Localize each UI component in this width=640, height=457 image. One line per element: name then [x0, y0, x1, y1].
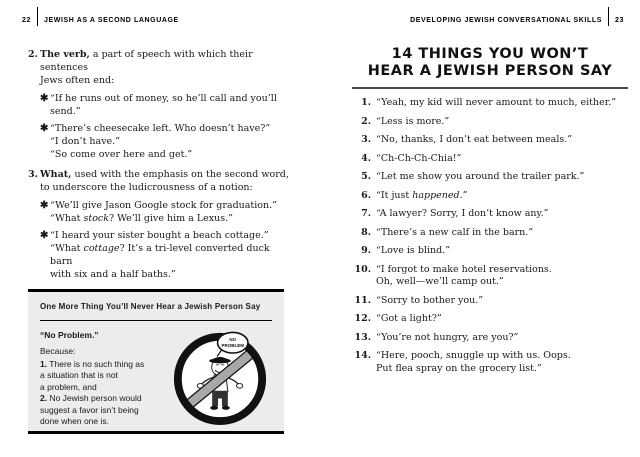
numbered-list: [352, 97, 628, 375]
example-text: [50, 229, 290, 281]
left-page: [28, 48, 290, 434]
item-line: to underscore the ludicrousness of a notion:: [40, 182, 253, 193]
item-text: [40, 48, 290, 87]
chapter-title: [352, 46, 628, 80]
item-lead-bold: What,: [40, 169, 72, 180]
list-item: 6. “It just happened.”: [361, 189, 468, 201]
example-line: with six and a half baths.”: [50, 269, 176, 280]
list-item: 9. “Love is blind.”: [361, 245, 451, 256]
list-item: 1. “Yeah, my kid will never amount to much, either.”: [361, 97, 617, 108]
example-line: “If he runs out of money, so he’ll call and you’ll send.”: [50, 92, 277, 117]
sidebar-box-text: [40, 328, 168, 428]
box-line: 2. No Jewish person would: [40, 393, 142, 403]
right-running-title: DEVELOPING JEWISH CONVERSATIONAL SKILLS: [410, 17, 602, 24]
example-bullet: [28, 199, 290, 225]
list-item: 13. “You’re not hungry, are you?”: [354, 331, 519, 343]
example-text: [50, 92, 290, 118]
numbered-item-3: [28, 168, 290, 194]
item-lead-bold: The verb,: [40, 49, 90, 60]
example-line: “What cottage? It’s a tri-level converted duck barn: [50, 243, 270, 267]
list-item: 7. “A lawyer? Sorry, I don’t know any.”: [361, 208, 549, 219]
left-running-title: JEWISH AS A SECOND LANGUAGE: [44, 17, 179, 24]
box-line: done when one is.: [40, 416, 109, 426]
numbered-item-2: [28, 48, 290, 87]
item-lead-rest: used with the emphasis on the second word,: [71, 169, 289, 180]
example-bullet: [28, 92, 290, 118]
box-line: a situation that is not: [40, 370, 118, 380]
asterisk-bullet-icon: ✱: [40, 230, 49, 241]
list-item: 14. “Here, pooch, snuggle up with us. Oops. Put flea spray on the grocery list.”: [354, 350, 571, 374]
chapter-title-line2: HEAR A JEWISH PERSON SAY: [367, 63, 613, 79]
no-problem-cartoon: [168, 328, 272, 428]
no-problem-quote: “No Problem.”: [40, 329, 99, 340]
example-line: “There’s cheesecake left. Who doesn’t have?”: [50, 123, 271, 134]
item-text: [40, 168, 289, 194]
chapter-title-line1: 14 THINGS YOU WON’T: [391, 46, 589, 62]
header-divider: [608, 7, 609, 26]
example-line: “What stock? We’ll give him a Lexus.”: [50, 212, 234, 224]
list-item: 4. “Ch-Ch-Ch-Chia!”: [361, 152, 462, 164]
sidebar-box-title: One More Thing You’ll Never Hear a Jewish Person Say: [40, 302, 261, 311]
example-line: “We’ll give Jason Google stock for graduation.”: [50, 199, 277, 211]
header-divider: [37, 7, 38, 26]
box-line: 1. There is no such thing as: [40, 358, 145, 369]
bubble-text-line1: NO: [229, 336, 237, 342]
title-rule: [352, 87, 628, 89]
sidebar-box: [28, 289, 284, 434]
example-bullet: [28, 229, 290, 281]
item-line: Jews often end:: [40, 75, 115, 86]
example-line: “I heard your sister bought a beach cottage.”: [50, 230, 269, 241]
asterisk-bullet-icon: ✱: [40, 123, 49, 134]
box-line: Because:: [40, 346, 76, 356]
prohibition-sign-illustration: [171, 328, 269, 426]
box-line: suggest a favor isn’t being: [40, 404, 139, 415]
example-bullet: [28, 122, 290, 161]
list-item: 3. “No, thanks, I don’t eat between meals.”: [361, 134, 573, 145]
bubble-text-line2: PROBLEM: [221, 342, 244, 348]
asterisk-bullet-icon: ✱: [40, 199, 49, 211]
sidebar-box-rule: [40, 320, 272, 321]
list-item: 5. “Let me show you around the trailer park.”: [361, 171, 585, 182]
example-text: [50, 199, 277, 225]
left-running-head: [22, 7, 179, 26]
example-text: [50, 122, 270, 161]
example-line: “I don’t have.”: [50, 136, 121, 147]
right-running-head: [410, 7, 624, 26]
left-page-number: 22: [22, 17, 31, 24]
list-item: 10. “I forgot to make hotel reservations. Oh, well—we’ll camp out.”: [354, 263, 552, 287]
box-line: a problem, and: [40, 381, 97, 392]
asterisk-bullet-icon: ✱: [40, 92, 49, 104]
list-item: 11. “Sorry to bother you.”: [354, 294, 484, 306]
right-page-number: 23: [615, 17, 624, 24]
item-lead-rest: a part of speech with which their sentences: [40, 49, 253, 73]
item-number: 3.: [28, 169, 38, 180]
list-item: 12. “Got a light?”: [354, 313, 442, 324]
example-line: “So come over here and get.”: [50, 149, 193, 160]
list-item: 8. “There’s a new calf in the barn.”: [361, 226, 534, 238]
right-page: [352, 46, 628, 381]
list-item: 2. “Less is more.”: [361, 115, 450, 127]
item-number: 2.: [28, 49, 38, 60]
